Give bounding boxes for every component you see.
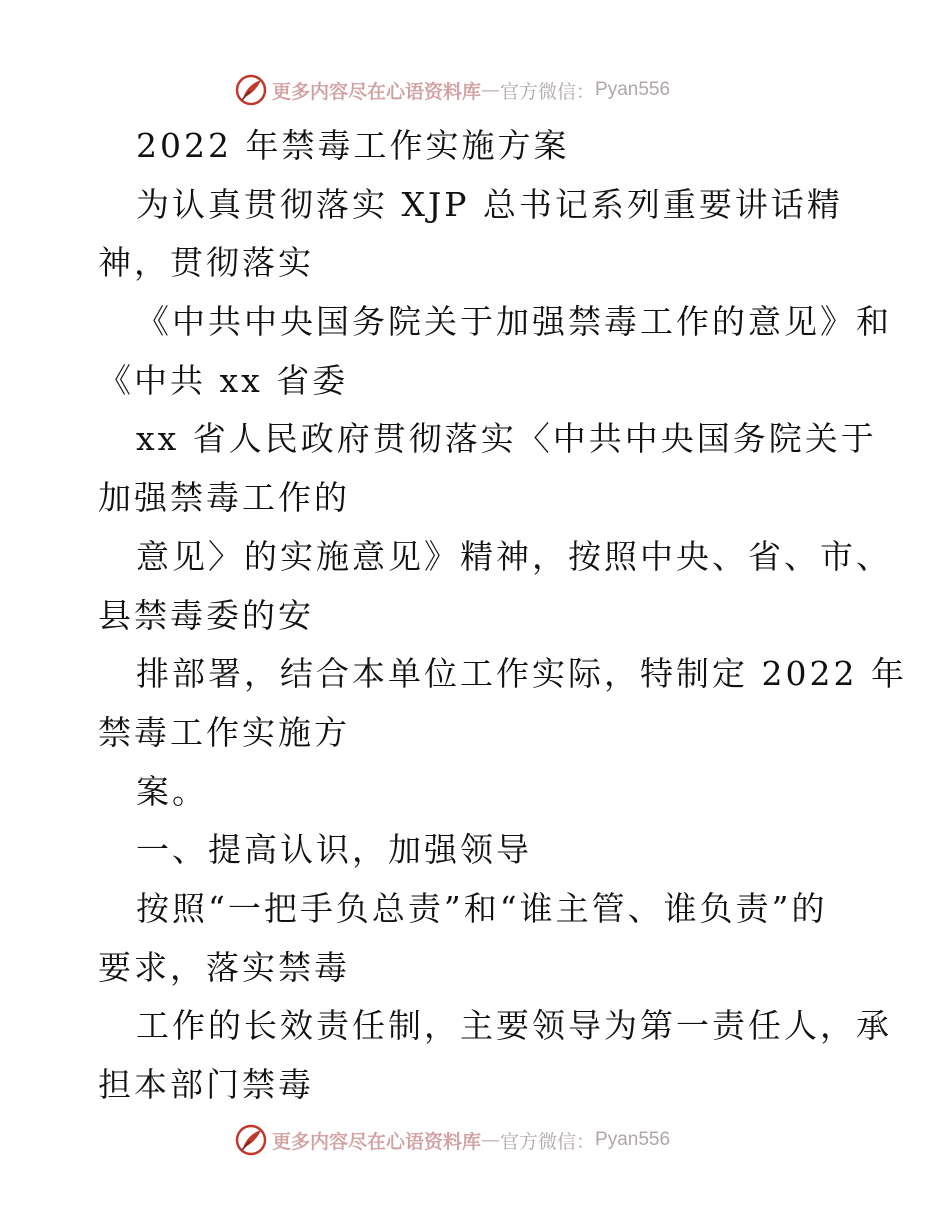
paragraph-line: xx 省人民政府贯彻落实〈中共中央国务院关于 bbox=[136, 419, 877, 459]
watermark-brand: 更多内容尽在心语资料库 bbox=[272, 1130, 482, 1153]
feather-pen-logo-icon bbox=[234, 1123, 268, 1157]
watermark-separator: — bbox=[481, 79, 501, 101]
watermark-official-label: 官方微信： bbox=[500, 1130, 596, 1153]
paragraph-line: 要求，落实禁毒 bbox=[98, 947, 350, 987]
document-title: 2022 年禁毒工作实施方案 bbox=[136, 126, 570, 165]
paragraph-line: 为认真贯彻落实 XJP 总书记系列重要讲话精 bbox=[136, 184, 843, 224]
paragraph-line: 按照“一把手负总责”和“谁主管、谁负责”的 bbox=[136, 888, 828, 928]
paragraph-line: 担本部门禁毒 bbox=[98, 1065, 314, 1104]
watermark-handle: Pyan556 bbox=[595, 1129, 671, 1150]
watermark-separator: — bbox=[481, 1129, 501, 1151]
paragraph-line: 加强禁毒工作的 bbox=[98, 478, 350, 518]
paragraph-line: 《中共中央国务院关于加强禁毒工作的意见》和 bbox=[136, 302, 892, 342]
paragraph-line: 工作的长效责任制，主要领导为第一责任人，承 bbox=[136, 1006, 892, 1046]
section-heading: 一、提高认识，加强领导 bbox=[136, 830, 532, 870]
paragraph-line: 神，贯彻落实 bbox=[98, 243, 314, 283]
footer-watermark bbox=[234, 1122, 670, 1158]
paragraph-line: 排部署，结合本单位工作实际，特制定 2022 年 bbox=[136, 654, 907, 694]
header-watermark bbox=[234, 72, 670, 108]
paragraph-line: 案。 bbox=[136, 771, 208, 811]
document-body bbox=[98, 117, 907, 1115]
paragraph-line: 意见〉的实施意见》精神，按照中央、省、市、 bbox=[136, 536, 892, 576]
watermark-official-label: 官方微信： bbox=[500, 80, 596, 103]
watermark-brand: 更多内容尽在心语资料库 bbox=[272, 80, 482, 103]
paragraph-line: 禁毒工作实施方 bbox=[98, 712, 350, 752]
paragraph-line: 《中共 xx 省委 bbox=[98, 360, 349, 400]
watermark-handle: Pyan556 bbox=[595, 79, 671, 100]
feather-pen-logo-icon bbox=[234, 73, 268, 107]
paragraph-line: 县禁毒委的安 bbox=[98, 595, 314, 635]
